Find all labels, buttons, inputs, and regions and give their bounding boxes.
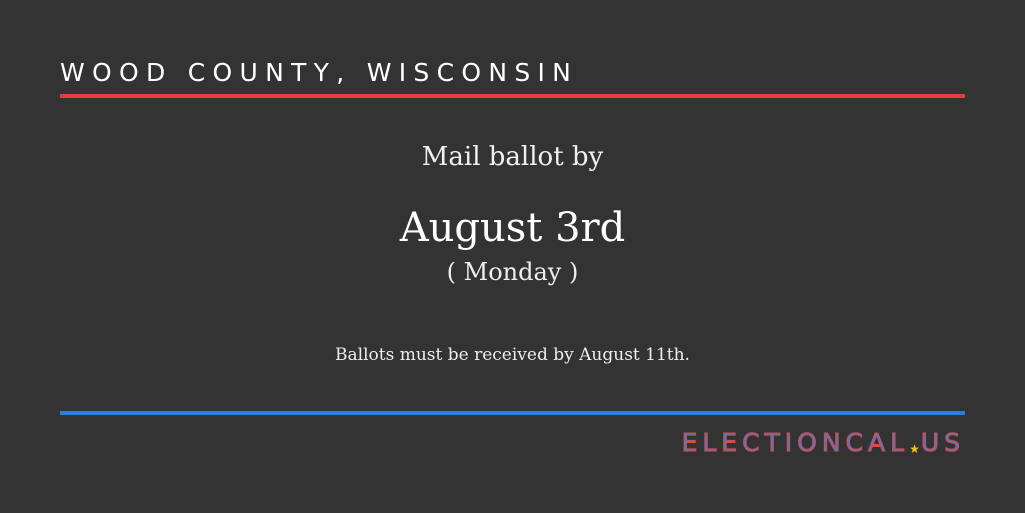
bottom-divider [60, 411, 965, 415]
deadline-note: Ballots must be received by August 11th. [335, 345, 690, 365]
deadline-date: August 3rd [399, 205, 626, 251]
brand-name-right: US [920, 428, 965, 457]
top-divider [60, 94, 965, 98]
deadline-weekday: ( Monday ) [446, 258, 579, 286]
brand-name-left: ELECTIONCAL [681, 428, 910, 457]
deadline-lead: Mail ballot by [421, 142, 604, 172]
county-heading: WOOD COUNTY, WISCONSIN [60, 58, 579, 87]
brand-logo [682, 428, 965, 457]
star-icon: ★ [909, 442, 921, 456]
